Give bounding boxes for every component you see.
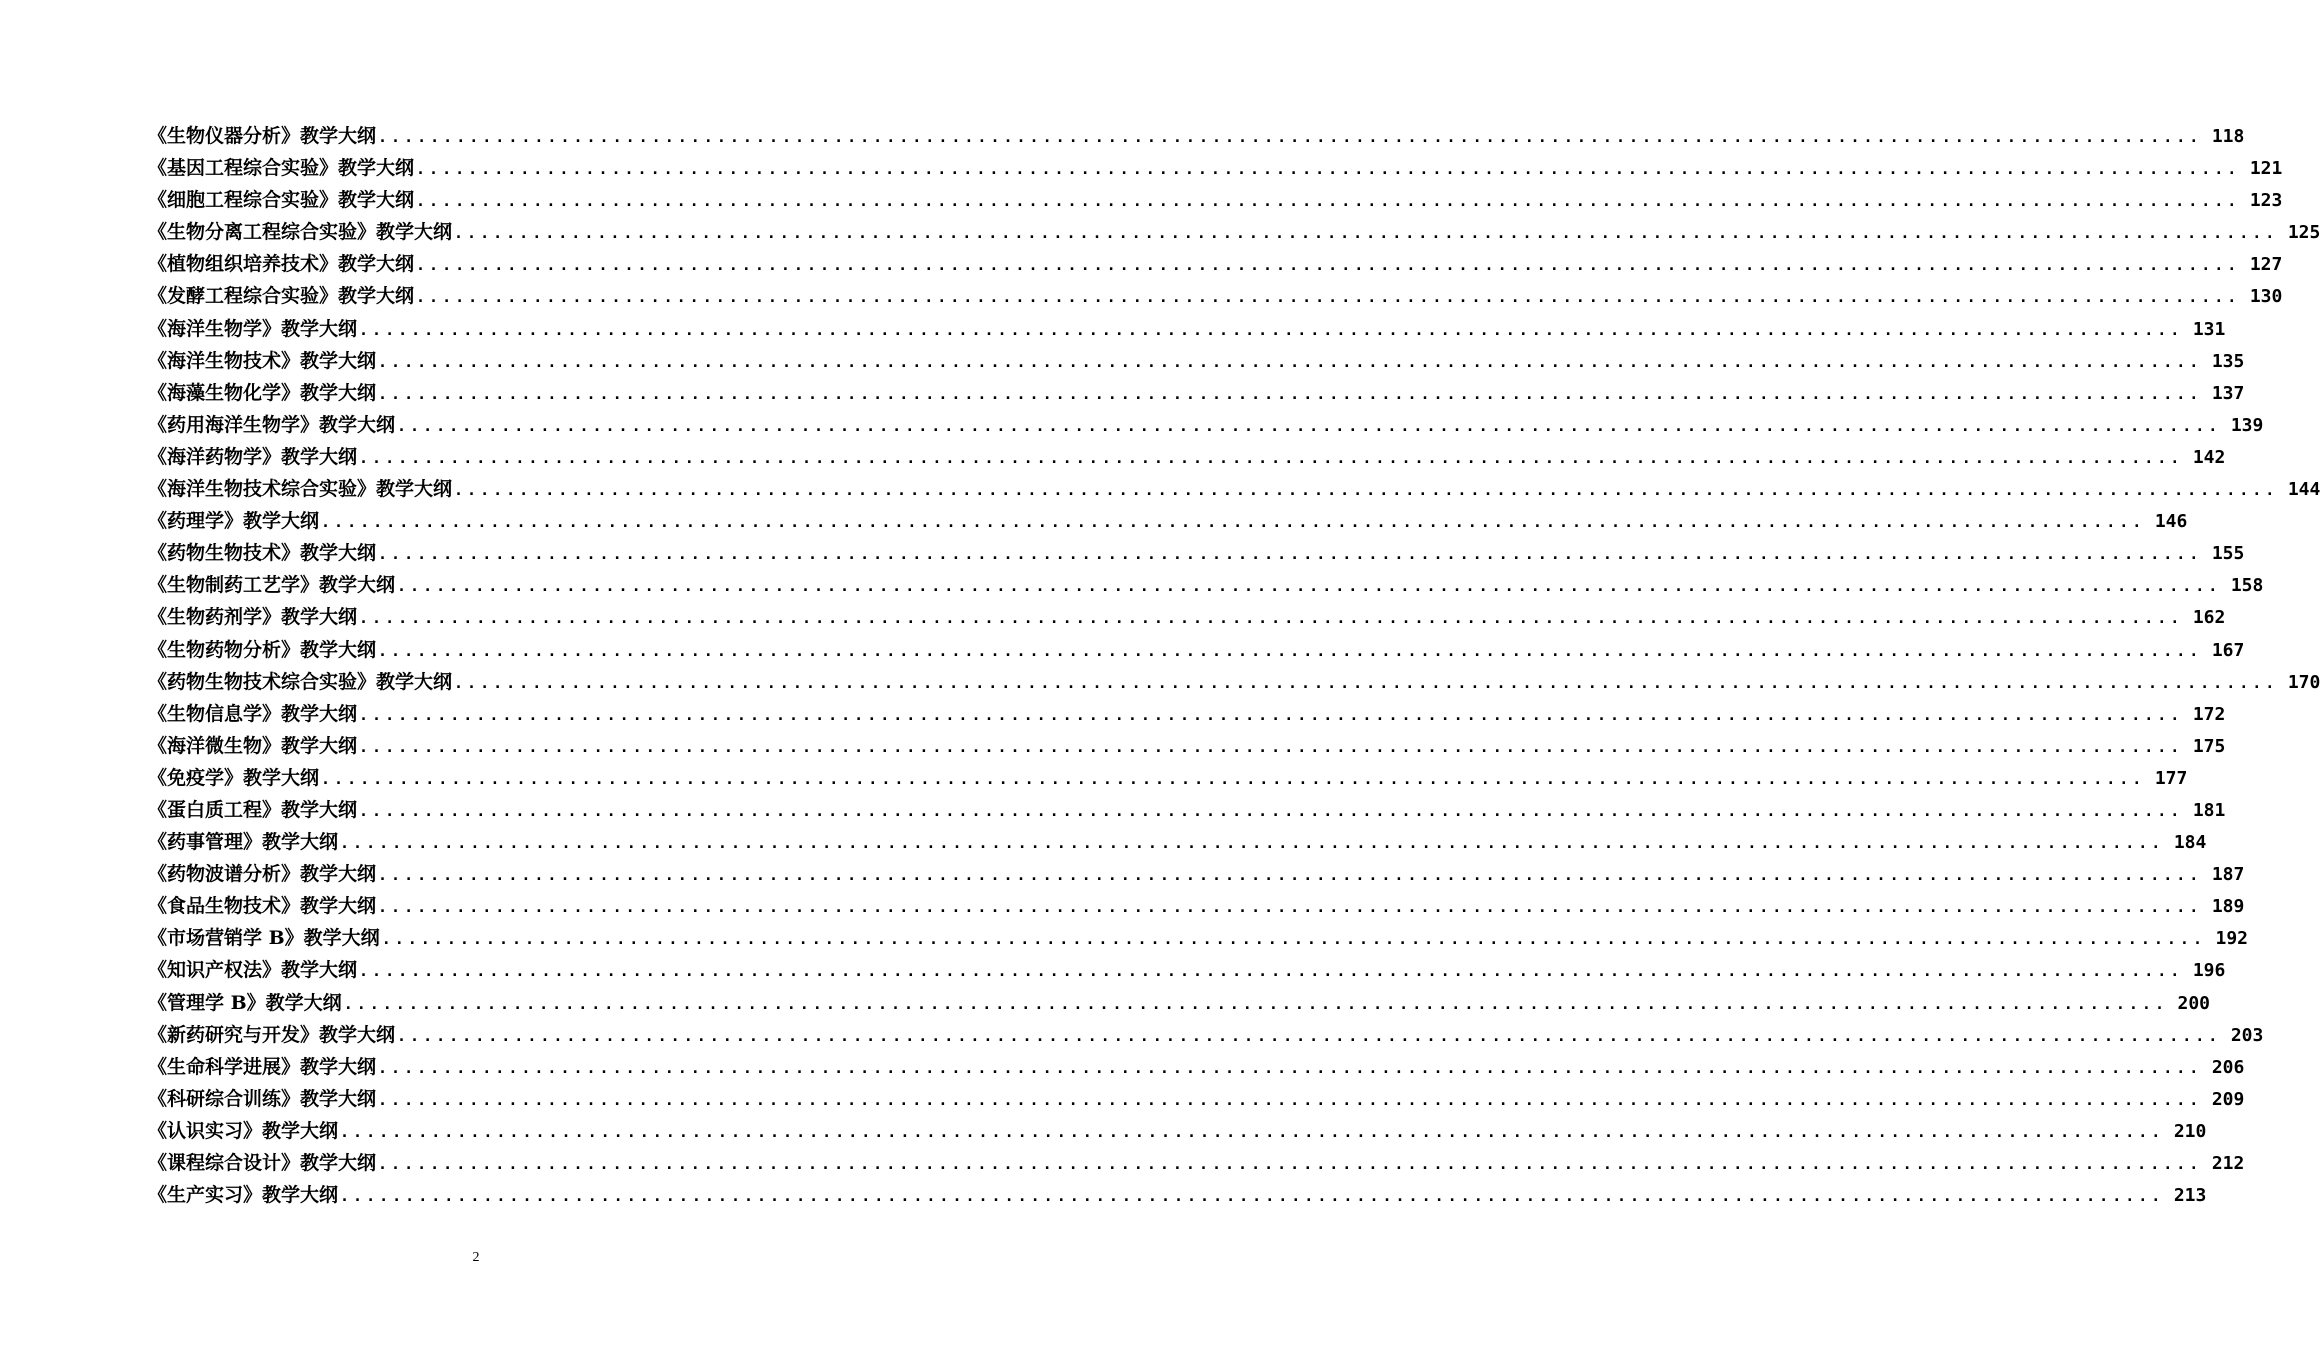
toc-entry[interactable] — [148, 184, 2283, 216]
toc-dot-leader: ............................................................................................................................................ — [378, 1090, 2203, 1109]
toc-entry[interactable] — [148, 762, 2188, 794]
toc-entry[interactable] — [148, 537, 2245, 569]
toc-entry[interactable] — [148, 345, 2245, 377]
toc-dot-leader: ............................................................................................................................................ — [416, 160, 2241, 179]
toc-entry[interactable] — [148, 1179, 2207, 1211]
toc-dot-leader: ............................................................................................................................................ — [340, 1187, 2165, 1206]
toc-entry-page: 206 — [2211, 1056, 2245, 1078]
toc-entry-page: 158 — [2230, 575, 2264, 597]
toc-entry-page: 130 — [2249, 286, 2283, 308]
toc-entry-title: 《免疫学》教学大纲 — [148, 766, 320, 789]
toc-entry-page: 142 — [2192, 446, 2226, 468]
toc-entry-page: 210 — [2173, 1120, 2207, 1142]
toc-entry-page: 172 — [2192, 703, 2226, 725]
toc-dot-leader: ............................................................................................................................................ — [416, 288, 2241, 307]
toc-entry[interactable] — [148, 794, 2226, 826]
toc-entry-page: 118 — [2211, 126, 2245, 147]
toc-entry[interactable] — [148, 987, 2210, 1019]
toc-entry-title: 《海洋微生物》教学大纲 — [148, 734, 358, 757]
toc-entry[interactable] — [148, 890, 2245, 922]
toc-entry-title: 《海洋药物学》教学大纲 — [148, 445, 358, 468]
toc-entry-page: 212 — [2211, 1153, 2245, 1174]
toc-entry-title: 《生产实习》教学大纲 — [148, 1184, 339, 1207]
toc-entry-title: 《生物分离工程综合实验》教学大纲 — [148, 221, 453, 244]
toc-entry-title: 《课程综合设计》教学大纲 — [148, 1152, 377, 1174]
toc-entry-page: 177 — [2154, 767, 2188, 789]
toc-dot-leader: ............................................................................................................................................ — [359, 962, 2184, 981]
toc-entry[interactable] — [148, 666, 2320, 698]
toc-entry[interactable] — [148, 569, 2264, 601]
toc-dot-leader: ............................................................................................................................................ — [359, 609, 2184, 628]
toc-entry-title: 《科研综合训练》教学大纲 — [148, 1087, 377, 1110]
toc-entry-page: 175 — [2192, 735, 2226, 757]
toc-entry-title: 《生物仪器分析》教学大纲 — [148, 125, 377, 147]
toc-entry-title: 《生物药物分析》教学大纲 — [148, 638, 377, 661]
toc-entry[interactable] — [148, 601, 2226, 633]
toc-entry-page: 131 — [2192, 318, 2226, 340]
toc-entry-title: 《药物生物技术》教学大纲 — [148, 542, 377, 565]
toc-entry[interactable] — [148, 954, 2226, 986]
toc-entry[interactable] — [148, 313, 2226, 345]
toc-entry-page: 181 — [2192, 799, 2226, 821]
toc-dot-leader: ............................................................................................................................................ — [359, 737, 2184, 756]
toc-entry-page: 209 — [2211, 1088, 2245, 1110]
toc-entry-page: 155 — [2211, 543, 2245, 565]
toc-entry-page: 167 — [2211, 639, 2245, 661]
toc-dot-leader: ............................................................................................................................................ — [378, 352, 2203, 371]
toc-entry-title: 《生命科学进展》教学大纲 — [148, 1055, 377, 1078]
toc-entry-page: 200 — [2177, 992, 2210, 1014]
toc-entry-page: 123 — [2249, 190, 2283, 212]
toc-dot-leader: ............................................................................................................................................ — [321, 769, 2146, 788]
toc-dot-leader: ............................................................................................................................................ — [381, 930, 2206, 949]
toc-entry-page: 192 — [2215, 928, 2248, 950]
toc-entry-title: 《药事管理》教学大纲 — [148, 831, 339, 854]
toc-entry[interactable] — [148, 1147, 2245, 1179]
toc-dot-leader: ............................................................................................................................................ — [454, 224, 2279, 243]
toc-dot-leader: ............................................................................................................................................ — [378, 1058, 2203, 1077]
toc-entry-page: 137 — [2211, 382, 2245, 404]
toc-entry-title: 《药理学》教学大纲 — [148, 510, 320, 533]
toc-entry[interactable] — [148, 922, 2248, 954]
toc-entry[interactable] — [148, 634, 2245, 666]
toc-entry-page: 184 — [2173, 832, 2207, 854]
toc-dot-leader: ............................................................................................................................................ — [340, 1122, 2165, 1141]
toc-dot-leader: ............................................................................................................................................ — [454, 481, 2279, 500]
toc-entry[interactable] — [148, 730, 2226, 762]
toc-dot-leader: ............................................................................................................................................ — [416, 192, 2241, 211]
toc-entry-title: 《新药研究与开发》教学大纲 — [148, 1023, 396, 1046]
toc-entry-title: 《生物制药工艺学》教学大纲 — [148, 574, 396, 597]
toc-entry[interactable] — [148, 441, 2226, 473]
toc-entry[interactable] — [148, 377, 2245, 409]
toc-entry-page: 135 — [2211, 350, 2245, 372]
toc-entry[interactable] — [148, 280, 2283, 312]
toc-entry-title: 《知识产权法》教学大纲 — [148, 959, 358, 982]
toc-entry-title: 《海洋生物技术》教学大纲 — [148, 349, 377, 372]
toc-entry-title: 《海藻生物化学》教学大纲 — [148, 381, 377, 404]
toc-entry-page: 213 — [2173, 1185, 2207, 1207]
toc-entry-page: 196 — [2192, 960, 2226, 982]
toc-entry-page: 121 — [2249, 158, 2283, 180]
toc-entry[interactable] — [148, 248, 2283, 280]
toc-entry-title: 《药用海洋生物学》教学大纲 — [148, 413, 396, 436]
toc-dot-leader: ............................................................................................................................................ — [378, 128, 2203, 146]
toc-dot-leader: ............................................................................................................................................ — [378, 641, 2203, 660]
toc-entry-page: 187 — [2211, 864, 2245, 886]
toc-entry[interactable] — [148, 120, 2245, 152]
toc-entry-title: 《认识实习》教学大纲 — [148, 1119, 339, 1142]
toc-dot-leader: ............................................................................................................................................ — [378, 866, 2203, 885]
toc-entry-title: 《生物药剂学》教学大纲 — [148, 606, 358, 629]
toc-dot-leader: ............................................................................................................................................ — [397, 416, 2222, 435]
toc-entry[interactable] — [148, 1115, 2207, 1147]
toc-dot-leader: ............................................................................................................................................ — [378, 1155, 2203, 1173]
toc-entry-title: 《蛋白质工程》教学大纲 — [148, 798, 358, 821]
toc-entry-page: 170 — [2287, 671, 2320, 693]
toc-dot-leader: ............................................................................................................................................ — [321, 513, 2146, 532]
toc-entry[interactable] — [148, 826, 2207, 858]
toc-dot-leader: ............................................................................................................................................ — [416, 256, 2241, 275]
toc-dot-leader: ............................................................................................................................................ — [397, 577, 2222, 596]
toc-entry[interactable] — [148, 858, 2245, 890]
toc-entry-page: 139 — [2230, 414, 2264, 436]
toc-entry-page: 146 — [2154, 511, 2188, 533]
toc-entry-title: 《发酵工程综合实验》教学大纲 — [148, 285, 415, 308]
toc-entry-page: 189 — [2211, 896, 2245, 918]
toc-entry[interactable] — [148, 698, 2226, 730]
toc-dot-leader: ............................................................................................................................................ — [378, 898, 2203, 917]
toc-dot-leader: ............................................................................................................................................ — [454, 673, 2279, 692]
toc-entry-page: 203 — [2230, 1024, 2264, 1046]
toc-entry-title: 《细胞工程综合实验》教学大纲 — [148, 189, 415, 212]
toc-entry-title: 《植物组织培养技术》教学大纲 — [148, 253, 415, 276]
toc-entry-page: 144 — [2287, 479, 2320, 501]
toc-entry[interactable] — [148, 1019, 2264, 1051]
toc-entry-title: 《食品生物技术》教学大纲 — [148, 895, 377, 918]
toc-entry-title: 《海洋生物技术综合实验》教学大纲 — [148, 478, 453, 501]
toc-entry-page: 125 — [2287, 222, 2320, 244]
toc-entry-page: 162 — [2192, 607, 2226, 629]
table-of-contents — [148, 120, 2320, 1211]
toc-dot-leader: ............................................................................................................................................ — [378, 384, 2203, 403]
toc-entry-title: 《海洋生物学》教学大纲 — [148, 317, 358, 340]
toc-dot-leader: ............................................................................................................................................ — [359, 320, 2184, 339]
toc-dot-leader: ............................................................................................................................................ — [340, 834, 2165, 853]
toc-entry[interactable] — [148, 409, 2264, 441]
toc-entry-title: 《基因工程综合实验》教学大纲 — [148, 157, 415, 180]
toc-dot-leader: ............................................................................................................................................ — [359, 801, 2184, 820]
toc-entry[interactable] — [148, 152, 2283, 184]
toc-dot-leader: ............................................................................................................................................ — [397, 1026, 2222, 1045]
toc-entry-page: 127 — [2249, 254, 2283, 276]
toc-entry[interactable] — [148, 1051, 2245, 1083]
toc-entry-title: 《药物生物技术综合实验》教学大纲 — [148, 670, 453, 693]
toc-entry-title: 《生物信息学》教学大纲 — [148, 702, 358, 725]
toc-dot-leader: ............................................................................................................................................ — [343, 994, 2168, 1013]
page-number: 2 — [472, 1250, 480, 1265]
toc-entry[interactable] — [148, 473, 2320, 505]
toc-entry[interactable] — [148, 505, 2188, 537]
toc-dot-leader: ............................................................................................................................................ — [359, 448, 2184, 467]
toc-entry-title: 《药物波谱分析》教学大纲 — [148, 863, 377, 886]
toc-entry[interactable] — [148, 216, 2320, 248]
toc-entry-title: 《管理学 B》教学大纲 — [148, 991, 342, 1014]
toc-dot-leader: ............................................................................................................................................ — [378, 545, 2203, 564]
toc-entry[interactable] — [148, 1083, 2245, 1115]
toc-dot-leader: ............................................................................................................................................ — [359, 705, 2184, 724]
toc-entry-title: 《市场营销学 B》教学大纲 — [148, 927, 380, 950]
